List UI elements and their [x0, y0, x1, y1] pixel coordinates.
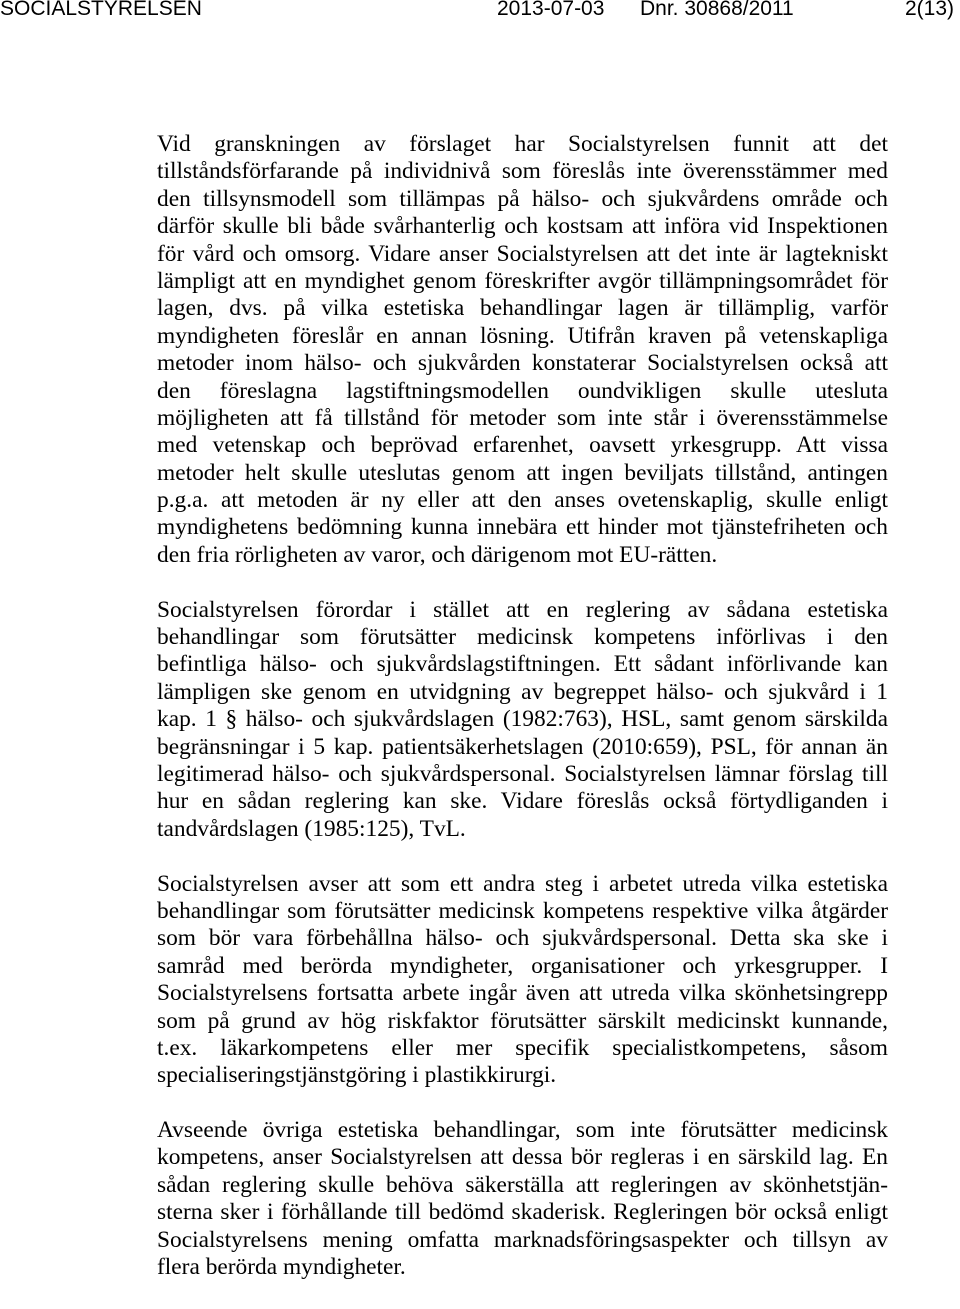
text-line: metoder helt skulle uteslutas genom att ingen beviljats tillstånd, antingen: [157, 459, 888, 486]
text-line: lämpligen ske genom en utvidgning av begreppet hälso- och sjukvård i 1: [157, 678, 888, 705]
text-line: legitimerad hälso- och sjukvårdspersonal. Socialstyrelsen lämnar förslag till: [157, 760, 888, 787]
text-line: sterna sker i förhållande till bedömd skaderisk. Regleringen bör också enligt: [157, 1199, 888, 1226]
text-line: möjligheten att få tillstånd för metoder som inte står i överensstämmelse: [157, 404, 888, 431]
page-header: [0, 0, 960, 20]
text-line: flera berörda myndigheter.: [157, 1254, 406, 1281]
document-date: 2013-07-03: [497, 0, 605, 20]
text-line: myndigheten föreslår en annan lösning. Utifrån kraven på vetenskapliga: [157, 322, 888, 349]
text-line: kap. 1 § hälso- och sjukvårdslagen (1982:763), HSL, samt genom särskilda: [157, 706, 888, 733]
text-line: Socialstyrelsens fortsatta arbete ingår även att utreda vilka skönhetsingrepp: [157, 980, 888, 1007]
text-line: den föreslagna lagstiftningsmodellen oundvikligen skulle utesluta: [157, 377, 888, 404]
text-line: Socialstyrelsen förordar i stället att en reglering av sådana estetiska: [157, 596, 888, 623]
page-number: 2(13): [905, 0, 955, 20]
paragraph: [157, 597, 888, 844]
text-line: den tillsynsmodell som tillämpas på hälso- och sjukvårdens område och: [157, 185, 888, 212]
text-line: sådan reglering skulle behöva säkerställa att regleringen av skönhetstjän-: [157, 1171, 888, 1198]
text-line: som på grund av hög riskfaktor förutsätter särskilt medicinskt kunnande,: [157, 1007, 888, 1034]
paragraph: [157, 131, 888, 569]
text-line: Avseende övriga estetiska behandlingar, som inte förutsätter medicinsk: [157, 1117, 888, 1144]
text-line: den fria rörligheten av varor, och därigenom mot EU-rätten.: [157, 541, 718, 568]
text-line: Vid granskningen av förslaget har Socialstyrelsen funnit att det: [157, 131, 888, 157]
text-line: lämpligt att en myndighet genom föreskrifter avgör tillämpningsområdet för: [157, 267, 888, 294]
text-line: befintliga hälso- och sjukvårdslagstiftningen. Ett sådant införlivande kan: [157, 651, 888, 678]
text-line: Socialstyrelsen avser att som ett andra steg i arbetet utreda vilka estetiska: [157, 870, 888, 897]
document-body: [157, 131, 888, 1309]
text-line: tillståndsförfarande på individnivå som föreslås inte överensstämmer med: [157, 158, 888, 185]
text-line: som bör vara förbehållna hälso- och sjukvårdspersonal. Detta ska ske i: [157, 925, 888, 952]
text-line: p.g.a. att metoden är ny eller att den anses ovetenskaplig, skulle enligt: [157, 487, 888, 514]
text-line: för vård och omsorg. Vidare anser Socialstyrelsen att det inte är lagtekniskt: [157, 240, 888, 267]
text-line: kompetens, anser Socialstyrelsen att dessa bör regleras i en särskild lag. En: [157, 1144, 888, 1171]
text-line: lagen, dvs. på vilka estetiska behandlingar lagen är tillämplig, varför: [157, 295, 888, 322]
text-line: med vetenskap och beprövad erfarenhet, oavsett yrkesgrupp. Att vissa: [157, 432, 888, 459]
text-line: myndighetens bedömning kunna innebära ett hinder mot tjänstefriheten och: [157, 514, 888, 541]
text-line: samråd med berörda myndigheter, organisationer och yrkesgrupper. I: [157, 952, 888, 979]
text-line: t.ex. läkarkompetens eller mer specifik specialistkompetens, såsom: [157, 1034, 888, 1061]
text-line: behandlingar som förutsätter medicinsk kompetens införlivas i den: [157, 624, 888, 651]
text-line: begränsningar i 5 kap. patientsäkerhetslagen (2010:659), PSL, för annan än: [157, 733, 888, 760]
text-line: tandvårdslagen (1985:125), TvL.: [157, 815, 466, 842]
text-line: specialiseringstjänstgöring i plastikkirurgi.: [157, 1062, 557, 1089]
paragraph: [157, 871, 888, 1090]
paragraph: [157, 1117, 888, 1281]
text-line: metoder inom hälso- och sjukvården konstaterar Socialstyrelsen också att: [157, 350, 888, 377]
document-reference: Dnr. 30868/2011: [640, 0, 794, 20]
text-line: därför skulle bli både svårhanterlig och kostsam att införa vid Inspektionen: [157, 213, 888, 240]
text-line: hur en sådan reglering kan ske. Vidare föreslås också förtydliganden i: [157, 788, 888, 815]
text-line: behandlingar som förutsätter medicinsk kompetens respektive vilka åtgärder: [157, 897, 888, 924]
text-line: Socialstyrelsens mening omfatta marknadsföringsaspekter och tillsyn av: [157, 1226, 888, 1253]
organization-name: SOCIALSTYRELSEN: [0, 0, 202, 20]
